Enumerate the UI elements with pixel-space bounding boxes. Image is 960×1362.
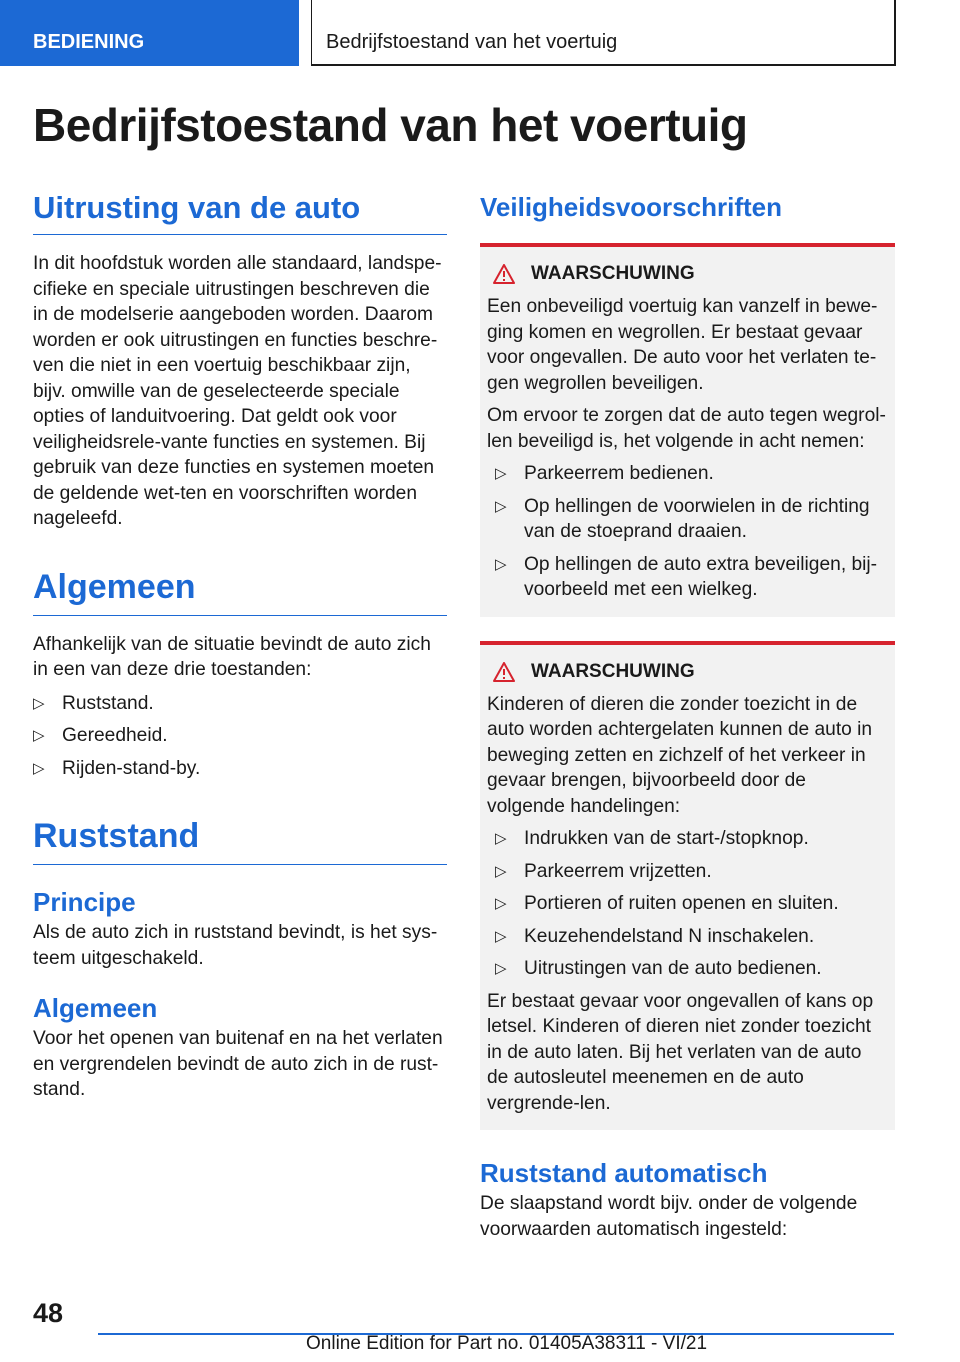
header-chapter-title: Bedrijfstoestand van het voertuig <box>311 0 896 66</box>
header-section-tab: BEDIENING <box>0 0 299 66</box>
list-item: ▷ Portieren of ruiten openen en sluiten. <box>495 891 888 917</box>
warning2-text: Kinderen of dieren die zonder toezicht in de auto worden achtergelaten kunnen de auto in beweging zetten en zichzelf of het verkeer in gevaar brengen, bijvoorbeeld door de volgende handelingen: <box>487 693 873 817</box>
list-item: ▷ Keuzehendelstand N inschakelen. <box>495 924 888 950</box>
warning2-list <box>495 826 888 982</box>
principle-text: Als de auto zich in ruststand bevindt, is het sys-teem uitgeschakeld. <box>33 922 438 969</box>
heading-rest-state: Ruststand <box>33 817 447 865</box>
equipment-text: In dit hoofdstuk worden alle standaard, landspe-cifieke en speciale uitrustingen beschreven die in de modelserie aangeboden worden. Daarom worden er ook uitrustingen en functies beschre-ven die niet in een voertuig beschikbaar zijn, bijv. omwille van de geselecteerde speciale opties of landuitvoering. Dat geldt ook voor veiligheidsrele-vante functies en systemen. Bij gebruik van deze functies en systemen moeten de geldende wet-ten en voorschriften worden nageleefd. <box>33 253 442 529</box>
page-title: Bedrijfstoestand van het voertuig <box>33 99 748 151</box>
list-item: ▷ Ruststand. <box>33 691 447 717</box>
warning-box-children <box>480 641 895 1131</box>
bullet-triangle-icon: ▷ <box>495 555 507 573</box>
auto-rest-text: De slaapstand wordt bijv. onder de volgende voorwaarden automatisch ingesteld: <box>480 1193 858 1240</box>
general-state-list <box>33 691 447 782</box>
list-item: ▷ Indrukken van de start-/stopknop. <box>495 826 888 852</box>
list-item: ▷ Op hellingen de auto extra beveiligen, bij-voorbeeld met een wielkeg. <box>495 553 878 600</box>
bullet-triangle-icon: ▷ <box>495 497 507 515</box>
right-column <box>480 190 895 1242</box>
bullet-triangle-icon: ▷ <box>33 727 45 744</box>
list-item: ▷ Parkeerrem bedienen. <box>495 461 888 487</box>
page-number: 48 <box>33 1298 64 1328</box>
warning1-instruction: Om ervoor te zorgen dat de auto tegen wegrol-len beveiligd is, het volgende in acht nemen: <box>487 405 886 452</box>
footer-edition: Online Edition for Part no. 01405A38311 - VI/21 <box>306 1333 708 1354</box>
bullet-triangle-icon: ▷ <box>33 694 45 712</box>
rest-general-text: Voor het openen van buitenaf en na het verlaten en vergrendelen bevindt de auto zich in de rust-stand. <box>33 1028 443 1100</box>
warning1-text: Een onbeveiligd voertuig kan vanzelf in bewe-ging komen en wegrollen. Er bestaat gevaar voor ongevallen. De auto voor het verlaten te-gen wegrollen beveiligen. <box>487 296 878 394</box>
bullet-triangle-icon: ▷ <box>495 960 507 977</box>
list-item: ▷ Gereedheid. <box>33 723 447 749</box>
list-item: ▷ Op hellingen de voorwielen in de richting van de stoeprand draaien. <box>495 495 870 542</box>
warning-title: WAARSCHUWING <box>487 263 888 285</box>
bullet-triangle-icon: ▷ <box>495 895 507 912</box>
general-text: Afhankelijk van de situatie bevindt de auto zich in een van deze drie toestanden: <box>33 633 431 680</box>
bullet-triangle-icon: ▷ <box>495 862 507 880</box>
heading-principle: Principe <box>33 887 136 917</box>
warning1-list <box>495 461 888 603</box>
bullet-triangle-icon: ▷ <box>495 927 507 945</box>
bullet-triangle-icon: ▷ <box>33 759 45 777</box>
left-column <box>33 190 447 1103</box>
warning-title: WAARSCHUWING <box>487 661 888 683</box>
list-item: ▷ Rijden-stand-by. <box>33 756 447 782</box>
bullet-triangle-icon: ▷ <box>495 830 507 847</box>
warning-box-rolling <box>480 243 895 617</box>
heading-auto-rest: Ruststand automatisch <box>480 1158 768 1188</box>
list-item: ▷ Uitrustingen van de auto bedienen. <box>495 956 888 982</box>
list-item: ▷ Parkeerrem vrijzetten. <box>495 859 888 885</box>
heading-general: Algemeen <box>33 568 447 616</box>
bullet-triangle-icon: ▷ <box>495 465 507 482</box>
heading-safety: Veiligheidsvoorschriften <box>480 192 782 222</box>
warning-triangle-icon <box>493 264 515 284</box>
warning2-consequence: Er bestaat gevaar voor ongevallen of kans op letsel. Kinderen of dieren niet zonder toezicht in de auto laten. Bij het verlaten van de auto de autosleutel meenemen en de auto vergrende-len. <box>487 990 874 1114</box>
warning-triangle-icon <box>493 662 515 682</box>
heading-equipment: Uitrusting van de auto <box>33 190 447 235</box>
heading-rest-general: Algemeen <box>33 993 158 1023</box>
